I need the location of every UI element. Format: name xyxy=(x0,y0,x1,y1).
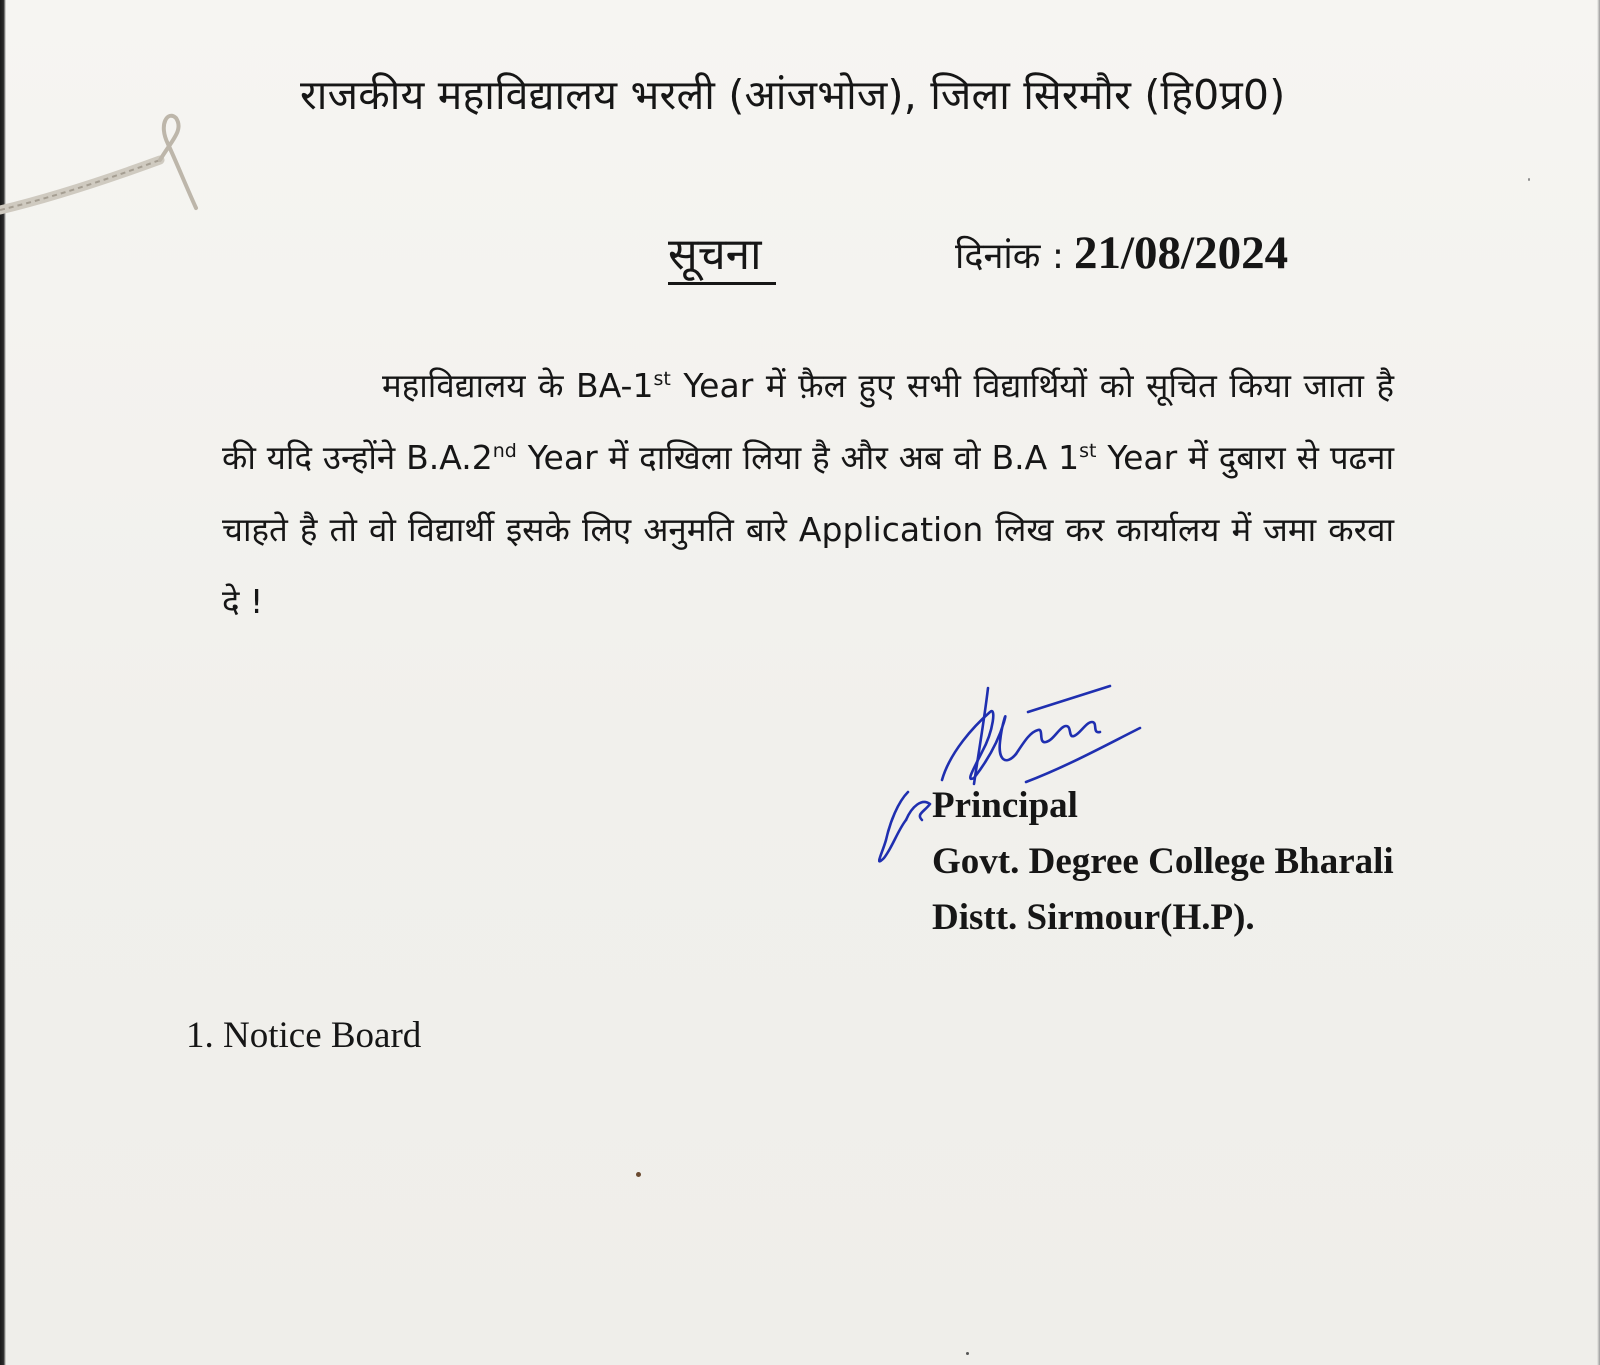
body-text-part-1: महाविद्यालय के BA-1 xyxy=(382,366,654,405)
signoff-designation: Principal xyxy=(932,785,1078,826)
distribution-list-item: 1. Notice Board xyxy=(186,1015,422,1056)
notice-body xyxy=(222,350,1394,638)
date-value: 21/08/2024 xyxy=(1073,227,1289,279)
notice-title-underline xyxy=(668,282,776,285)
notice-date xyxy=(955,226,1288,280)
ordinal-suffix-3: st xyxy=(1079,440,1097,462)
institution-header: राजकीय महाविद्यालय भरली (आंजभोज), जिला सिरमौर (हि0प्र0) xyxy=(300,71,1286,119)
signoff-college: Govt. Degree College Bharali xyxy=(932,841,1394,882)
body-text-part-4: Year में दुबारा से पढना चाहते है तो वो विद्यार्थी इसके लिए अनुमति बारे Application लिख कर कार्यालय में जमा करवा दे ! xyxy=(222,438,1395,621)
paper-speck xyxy=(1528,178,1530,181)
signoff-block xyxy=(932,778,1394,946)
body-text-part-2: Year में फ़ैल हुए सभी विद्यार्थियों को सूचित किया जाता है की यदि उन्होंने B.A.2 xyxy=(222,366,1395,477)
binding-thread-decoration xyxy=(0,110,210,230)
notice-title: सूचना xyxy=(668,229,762,280)
date-label: दिनांक : xyxy=(955,236,1064,277)
ordinal-suffix-2: nd xyxy=(492,440,517,462)
signoff-district: Distt. Sirmour(H.P). xyxy=(932,897,1255,938)
ordinal-suffix-1: st xyxy=(653,368,671,390)
body-text-part-3: Year में दाखिला लिया है और अब वो B.A 1 xyxy=(516,438,1080,477)
paper-speck xyxy=(636,1172,641,1177)
paper-speck xyxy=(966,1352,969,1355)
